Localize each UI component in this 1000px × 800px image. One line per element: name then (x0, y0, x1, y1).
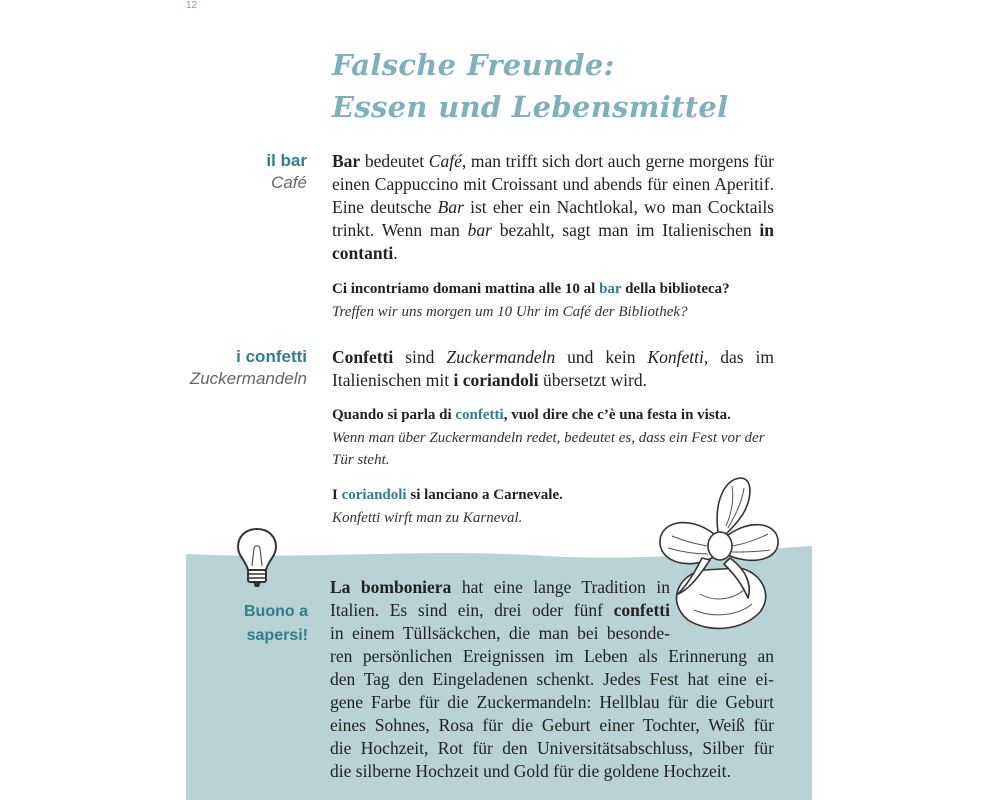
text-run: gene Farbe für die Zuckermandeln: Hellblau für die Geburt (330, 692, 774, 712)
entry-confetti-sidebar (190, 346, 307, 390)
bomboniera-illustration (648, 474, 788, 632)
info-line (330, 576, 670, 599)
text-run: , das im Italienischen mit (332, 347, 774, 390)
example-german: Konfetti wirft man zu Karneval. (332, 509, 523, 526)
text-run: Konfetti (647, 347, 704, 367)
entry-term: il bar (266, 151, 307, 170)
text-run: und kein (555, 347, 648, 367)
entry-term: i confetti (236, 347, 307, 366)
entry-translation: Café (271, 173, 307, 192)
entry-bar-example (332, 278, 782, 323)
text-run: I (332, 487, 342, 503)
info-line (330, 760, 774, 783)
page-title (332, 44, 728, 128)
title-line-2: Essen und Lebensmittel (332, 90, 729, 124)
text-run: bedeutet (360, 151, 429, 171)
text-run: confetti (613, 600, 670, 620)
text-run: ist eher ein Nachtlokal, wo man Cocktails trinkt. Wenn man (332, 197, 774, 240)
text-run: bezahlt, sagt man im Italienischen (491, 220, 760, 240)
info-line (330, 691, 774, 714)
text-run: Confetti (332, 347, 394, 367)
page-number: 12 (186, 0, 198, 11)
example-italian (332, 278, 782, 301)
text-run: della biblioteca? (621, 281, 730, 297)
text-run: in einem Tüllsäckchen, die man bei besonde- (330, 623, 670, 643)
example-german: Treffen wir uns morgen um 10 Uhr im Café der Bibliothek? (332, 303, 688, 320)
entry-confetti-example-1 (332, 404, 777, 472)
example-german: Wenn man über Zuckermandeln redet, bedeutet es, dass ein Fest vor der Tür steht. (332, 429, 765, 468)
info-line (330, 668, 774, 691)
text-run: bar (467, 220, 492, 240)
text-run: Italien. Es sind ein, drei oder fünf (330, 600, 614, 620)
title-line-1: Falsche Freunde: (332, 48, 615, 82)
text-run: sind (393, 347, 447, 367)
info-box-title (226, 600, 308, 648)
info-title-line-2: sapersi! (246, 627, 308, 644)
text-run: , man trifft sich dort auch gerne morgens für einen Cappuccino mit Croissant und abends für einen Aperitif. Eine deutsche (332, 151, 774, 217)
text-run: die Hochzeit, Rot für den Universitätsabschluss, Silber für (330, 738, 774, 758)
info-title-line-1: Buono a (244, 603, 308, 620)
lightbulb-icon (234, 526, 280, 590)
text-run: Bar (332, 151, 361, 171)
entry-translation: Zuckermandeln (189, 369, 307, 388)
info-line (330, 622, 670, 645)
text-run: den Tag den Eingeladenen schenkt. Jedes Fest hat eine ei- (330, 669, 774, 689)
text-run: Bar (437, 197, 464, 217)
text-run: coriandoli (341, 487, 407, 503)
info-line (330, 599, 670, 622)
info-line (330, 737, 774, 760)
text-run: die silberne Hochzeit und Gold für die goldene Hochzeit. (330, 761, 731, 781)
text-run: si lanciano a Carnevale. (406, 487, 563, 503)
text-run: confetti (455, 407, 504, 423)
entry-bar-text (332, 150, 774, 265)
text-run: bar (599, 281, 622, 297)
info-line (330, 645, 774, 668)
text-run: Quando si parla di (332, 407, 456, 423)
text-run: La bomboniera (330, 577, 452, 597)
info-line (330, 714, 774, 737)
text-run: Café (428, 151, 462, 171)
text-run: Ci incontriamo domani mattina alle 10 al (332, 281, 600, 297)
entry-confetti-text (332, 346, 774, 392)
text-run: ren persönlichen Ereignissen im Leben als Erinnerung an (330, 646, 774, 666)
text-run: , vuol dire che c’è una festa in vista. (503, 407, 731, 423)
text-run: hat eine lange Tradition in (451, 577, 670, 597)
text-run: übersetzt wird. (538, 370, 647, 390)
example-italian (332, 404, 777, 427)
text-run: . (393, 243, 398, 263)
text-run: eines Sohnes, Rosa für die Geburt einer Tochter, Weiß für (330, 715, 774, 735)
text-run: i coriandoli (453, 370, 539, 390)
text-run: in contanti (332, 220, 774, 263)
entry-bar-sidebar (266, 150, 307, 194)
text-run: Zuckermandeln (446, 347, 556, 367)
